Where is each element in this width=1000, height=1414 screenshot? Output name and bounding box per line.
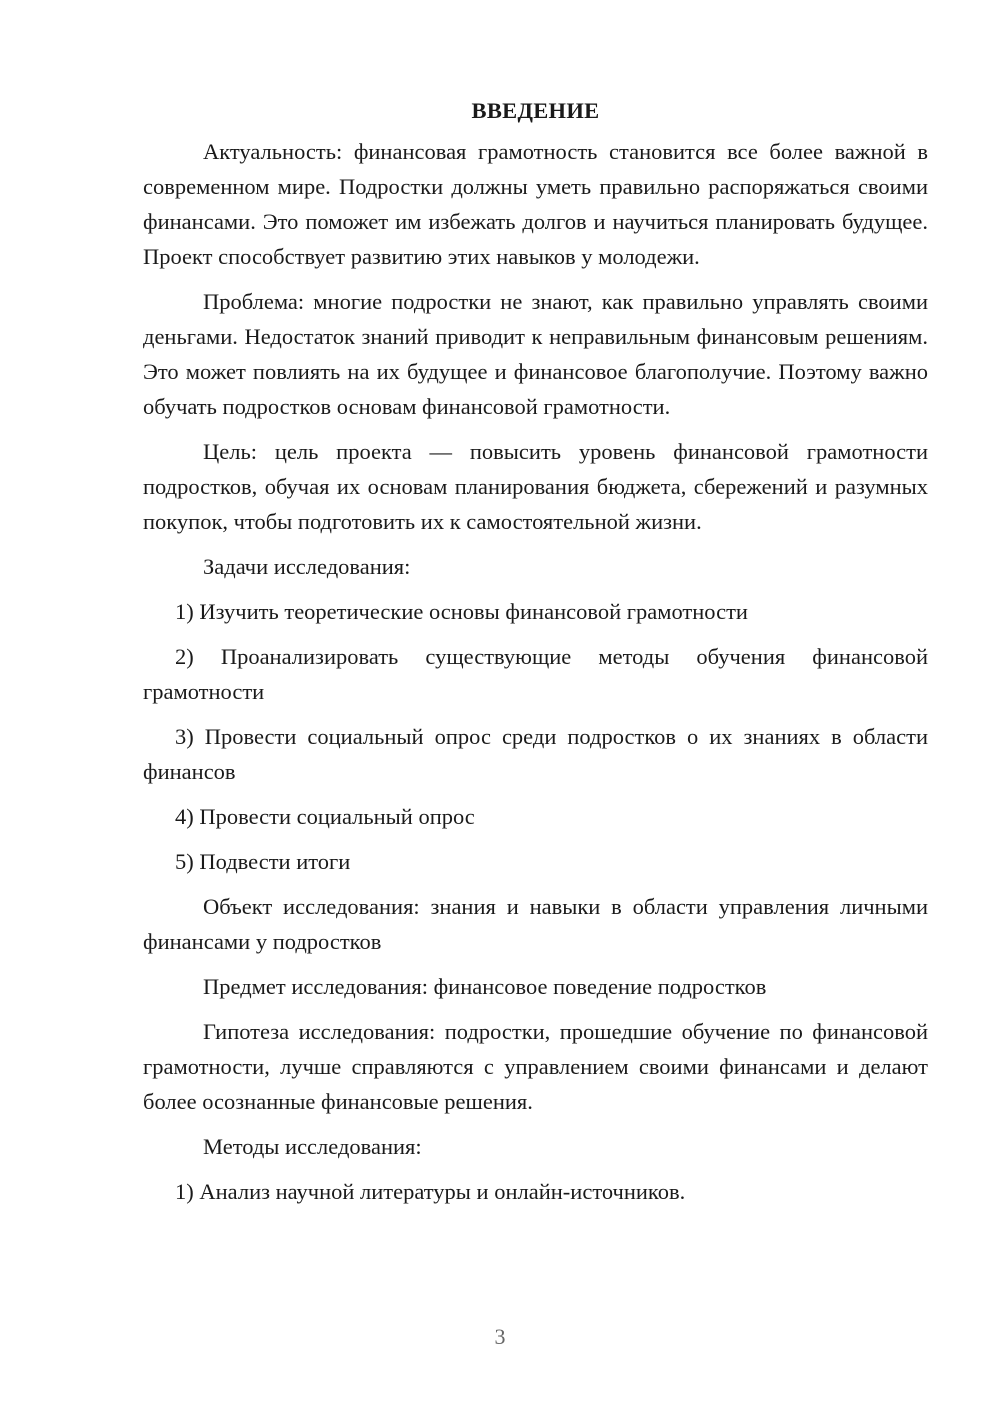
tasks-title: Задачи исследования: xyxy=(203,554,411,579)
task-item-1: 1) Изучить теоретические основы финансовой грамотности xyxy=(175,599,748,624)
task-item-5: 5) Подвести итоги xyxy=(175,849,351,874)
method-item-1: 1) Анализ научной литературы и онлайн-источников. xyxy=(175,1179,686,1204)
task-item-2: 2) Проанализировать существующие методы обучения финансовой грамотности xyxy=(143,644,928,704)
paragraph-goal: Цель: цель проекта — повысить уровень финансовой грамотности подростков, обучая их основам планирования бюджета, сбережений и разумных покупок, чтобы подготовить их к самостоятельной жизни. xyxy=(143,439,928,534)
page-title: ВВЕДЕНИЕ xyxy=(471,98,600,123)
paragraph-relevance: Актуальность: финансовая грамотность становится все более важной в современном мире. Подростки должны уметь правильно распоряжаться своими финансами. Это поможет им избежать долгов и научиться планировать будущее. Проект способствует развитию этих навыков у молодежи. xyxy=(143,139,928,269)
paragraph-object: Объект исследования: знания и навыки в области управления личными финансами у подростков xyxy=(143,894,928,954)
methods-title: Методы исследования: xyxy=(203,1134,422,1159)
task-item-3: 3) Провести социальный опрос среди подростков о их знаниях в области финансов xyxy=(143,724,928,784)
paragraph-problem: Проблема: многие подростки не знают, как правильно управлять своими деньгами. Недостаток знаний приводит к неправильным финансовым решениям. Это может повлиять на их будущее и финансовое благополучие. Поэтому важно обучать подростков основам финансовой грамотности. xyxy=(143,289,928,419)
task-item-4: 4) Провести социальный опрос xyxy=(175,804,475,829)
document-page xyxy=(143,96,928,1219)
paragraph-hypothesis: Гипотеза исследования: подростки, прошедшие обучение по финансовой грамотности, лучше справляются с управлением своими финансами и делают более осознанные финансовые решения. xyxy=(143,1019,928,1114)
paragraph-subject: Предмет исследования: финансовое поведение подростков xyxy=(203,974,767,999)
page-number: 3 xyxy=(494,1324,506,1349)
